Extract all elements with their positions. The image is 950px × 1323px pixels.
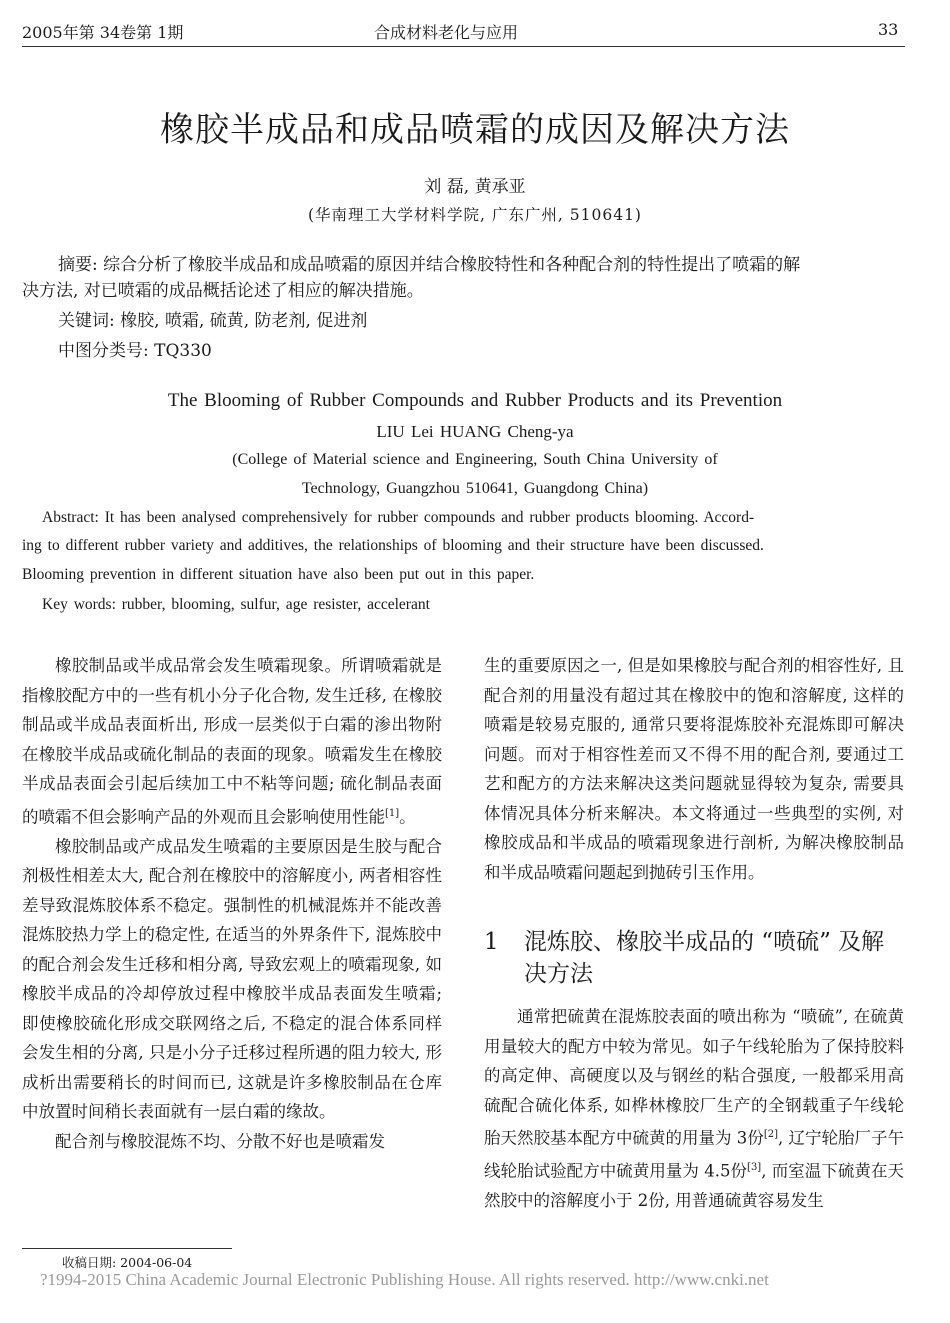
paragraph: 橡胶制品或产成品发生喷霜的主要原因是生胶与配合剂极性相差太大, 配合剂在橡胶中的溶解度小, 两者相容性差导致混炼胶体系不稳定。强制性的机械混炼并不能改善混炼胶热力学上的稳定性, 在适当的外界条件下, 混炼胶中的配合剂会发生迁移和相分离, 导致宏观上的喷霜现象, 如橡胶半成品的冷却停放过程中橡胶半成品表面发生喷霜; 即使橡胶硫化形成交联网络之后, 不稳定的混合体系同样会发生相的分离, 只是小分子迁移过程所遇的阻力较大, 形成析出需要稍长的时间而已, 这就是许多橡胶制品在仓库中放置时间稍长表面就有一层白霜的缘故。 <box>22 836 442 1121</box>
english-abstract-line-2: ing to different rubber variety and additives, the relationships of blooming and their structure have been discussed. <box>22 537 764 554</box>
paragraph-text: , 辽宁轮胎厂子午线轮胎试验配方中硫黄用量为 4.5份 <box>484 1128 904 1181</box>
header-page-number: 33 <box>878 20 899 39</box>
english-abstract-line-1: Abstract: It has been analysed comprehensively for rubber compounds and rubber products blooming. Accord- <box>42 509 755 526</box>
paragraph <box>484 1002 904 1216</box>
classification-number: 中图分类号: TQ330 <box>58 341 212 361</box>
english-affiliation-1: (College of Material science and Engineering, South China University of <box>232 451 718 468</box>
english-abstract-line-3: Blooming prevention in different situation have also been put out in this paper. <box>22 566 535 583</box>
header-journal: 合成材料老化与应用 <box>374 23 519 42</box>
body-left-column <box>22 651 442 1156</box>
section-title: 混炼胶、橡胶半成品的 “喷硫” 及解决方法 <box>524 929 885 987</box>
header-issue: 2005年第 34卷第 1期 <box>22 23 184 42</box>
paragraph-text: 。 <box>399 807 416 826</box>
affiliation: (华南理工大学材料学院, 广东广州, 510641) <box>308 206 642 224</box>
english-affiliation-2: Technology, Guangzhou 510641, Guangdong China) <box>301 480 649 497</box>
paragraph <box>22 651 442 832</box>
footnote-rule <box>22 1248 232 1249</box>
paragraph-text: , 而室温下硫黄在天然胶中的溶解度小于 2份, 用普通硫黄容易发生 <box>484 1161 904 1210</box>
abstract-cn-line-2: 决方法, 对已喷霜的成品概括论述了相应的解决措施。 <box>22 281 424 301</box>
keywords-cn: 关键词: 橡胶, 喷霜, 硫黄, 防老剂, 促进剂 <box>58 311 368 331</box>
paragraph: 生的重要原因之一, 但是如果橡胶与配合剂的相容性好, 且配合剂的用量没有超过其在橡胶中的饱和溶解度, 这样的喷霜是较易克服的, 通常只要将混炼胶补充混炼即可解决问题。而对于相容性差而又不得不用的配合剂, 要通过工艺和配方的方法来解决这类问题就显得较为复杂, 需要具体情况具体分析来解决。本文将通过一些典型的实例, 对橡胶成品和半成品的喷霜现象进行剖析, 为解决橡胶制品和半成品喷霜问题起到抛砖引玉作用。 <box>484 656 904 882</box>
paragraph-text: 通常把硫黄在混炼胶表面的喷出称为 “喷硫”, 在硫黄用量较大的配方中较为常见。如子午线轮胎为了保持胶料的高定伸、高硬度以及与钢丝的粘合强度, 一般都采用高硫配合硫化体系, 如桦林橡胶厂生产的全钢载重子午线轮胎天然胶基本配方中硫黄的用量为 3份 <box>484 1007 904 1148</box>
body-right-column-top <box>484 651 904 887</box>
copyright-watermark: ?1994-2015 China Academic Journal Electronic Publishing House. All rights reserved. http://www.cnki.net <box>40 1270 769 1289</box>
citation-ref: [1] <box>385 807 400 819</box>
citation-ref: [3] <box>747 1162 762 1173</box>
english-keywords: Key words: rubber, blooming, sulfur, age resister, accelerant <box>42 596 430 613</box>
authors: 刘 磊, 黄承亚 <box>424 177 526 197</box>
paragraph: 配合剂与橡胶混炼不均、分散不好也是喷霜发 <box>55 1131 385 1151</box>
english-title: The Blooming of Rubber Compounds and Rubber Products and its Prevention <box>167 390 783 411</box>
citation-ref: [2] <box>763 1129 778 1140</box>
header-rule <box>22 46 905 47</box>
section-number: 1 <box>484 929 499 955</box>
abstract-cn-line-1: 摘要: 综合分析了橡胶半成品和成品喷霜的原因并结合橡胶特性和各种配合剂的特性提出了喷霜的解 <box>58 255 801 275</box>
english-authors: LIU Lei HUANG Cheng-ya <box>376 422 574 441</box>
received-date-footnote: 收稿日期: 2004-06-04 <box>62 1255 193 1270</box>
paragraph-text: 橡胶制品或半成品常会发生喷霜现象。所谓喷霜就是指橡胶配方中的一些有机小分子化合物, 发生迁移, 在橡胶制品或半成品表面析出, 形成一层类似于白霜的渗出物附在橡胶半成品或硫化制品的表面的现象。喷霜发生在橡胶半成品表面会引起后续加工中不粘等问题; 硫化制品表面的喷霜不但会影响产品的外观而且会影响使用性能 <box>22 656 442 826</box>
body-right-column-bottom <box>484 1002 904 1216</box>
page-title: 橡胶半成品和成品喷霜的成因及解决方法 <box>160 110 790 150</box>
